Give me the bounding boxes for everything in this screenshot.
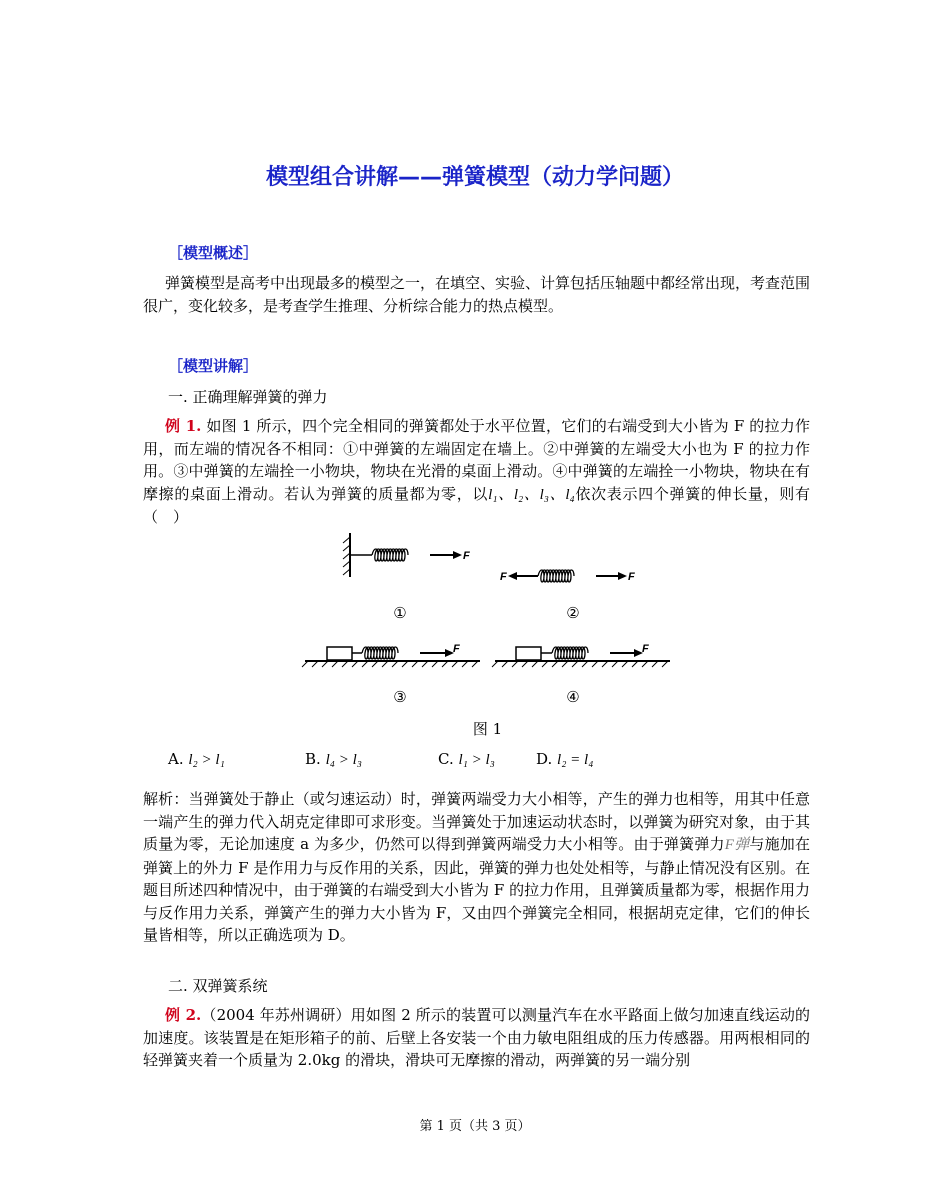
subsection-2-title: 二. 双弹簧系统 xyxy=(168,977,268,995)
figure-label-1: ① xyxy=(393,605,407,622)
example-1-text-b: 依次表示四个弹簧的伸长量，则有（ ） xyxy=(143,484,810,526)
option-d-expr: l₂ = l₄ xyxy=(557,752,594,768)
spring-force-symbol: F弹 xyxy=(724,837,750,853)
spring-1 xyxy=(372,549,408,561)
option-d-letter: D. xyxy=(536,750,553,768)
example-1-vars: l₁、l₂、l₃、l₄ xyxy=(488,486,575,503)
page-footer: 第 1 页（共 3 页） xyxy=(419,1119,531,1134)
option-b-expr: l₄ > l₃ xyxy=(325,752,362,768)
example-1-label: 例 1. xyxy=(165,417,202,435)
option-c xyxy=(438,750,495,769)
example-2-paragraph xyxy=(143,1004,810,1072)
option-b xyxy=(305,750,362,769)
example-1-paragraph xyxy=(143,415,810,529)
option-a-letter: A. xyxy=(168,750,184,768)
overview-heading: ［模型概述］ xyxy=(168,244,259,262)
spring-3 xyxy=(362,647,398,659)
diagram-1-wall-spring xyxy=(343,533,470,577)
option-c-expr: l₁ > l₃ xyxy=(458,752,495,768)
force-label-1: F xyxy=(463,550,470,562)
example-2-label: 例 2. xyxy=(165,1006,202,1024)
spring-4 xyxy=(552,647,588,659)
force-label-2a: F xyxy=(500,571,507,583)
figure-caption: 图 1 xyxy=(472,720,503,738)
option-b-letter: B. xyxy=(305,750,321,768)
analysis-text-a: 解析：当弹簧处于静止（或匀速运动）时，弹簧两端受力大小相等，产生的弹力也相等，用其中任意一端产生的弹力代入胡克定律即可求形变。当弹簧处于加速运动状态时，以弹簧为研究对象，由于其质量为零，无论加速度 a 为多少，仍然可以得到弹簧两端受力大小相等。由于弹簧弹力 xyxy=(143,790,810,853)
figure-label-2: ② xyxy=(566,605,580,622)
analysis-text-b: 与施加在弹簧上的外力 F 是作用力与反作用的关系，因此，弹簧的弹力也处处相等，与静止情况没有区别。在题目所述四种情况中，由于弹簧的右端受到大小皆为 F 的拉力作用，且弹簧质量都为零，根据作用力与反作用力关系，弹簧产生的弹力大小皆为 F，又由四个弹簧完全相同，根据胡克定律，它们的伸长量皆相等，所以正确选项为 D。 xyxy=(143,835,810,944)
page-title: 模型组合讲解——弹簧模型（动力学问题） xyxy=(265,165,684,190)
spring-2 xyxy=(538,570,574,582)
explain-heading: ［模型讲解］ xyxy=(168,357,259,375)
option-c-letter: C. xyxy=(438,750,454,768)
force-label-3: F xyxy=(453,643,460,655)
diagram-3-smooth-table xyxy=(302,643,480,667)
diagram-4-rough-table xyxy=(492,643,670,667)
subsection-1-title: 一. 正确理解弹簧的弹力 xyxy=(168,388,328,406)
figure-label-4: ④ xyxy=(566,689,580,706)
example-1-text-a: 如图 1 所示，四个完全相同的弹簧都处于水平位置，它们的右端受到大小皆为 F 的拉力作用，而左端的情况各不相同：①中弹簧的左端固定在墙上。②中弹簧的左端受大小也为 F 的拉力作用。③中弹簧的左端拴一小物块，物块在光滑的桌面上滑动。④中弹簧的左端拴一小物块，物块在有摩擦的桌面上滑动。若认为弹簧的质量都为零，以 xyxy=(143,417,810,503)
option-a xyxy=(168,750,225,769)
example-2-text: （2004 年苏州调研）用如图 2 所示的装置可以测量汽车在水平路面上做匀加速直线运动的加速度。该装置是在矩形箱子的前、后壁上各安装一个由力敏电阻组成的压力传感器。用两根相同的轻弹簧夹着一个质量为 2.0kg 的滑块，滑块可无摩擦的滑动，两弹簧的另一端分别 xyxy=(143,1006,810,1069)
figure-1 xyxy=(290,525,690,710)
diagram-2-two-forces xyxy=(500,570,635,583)
force-label-2b: F xyxy=(628,571,635,583)
force-label-4: F xyxy=(642,643,649,655)
analysis-paragraph xyxy=(143,788,810,947)
figure-label-3: ③ xyxy=(393,689,407,706)
overview-paragraph: 弹簧模型是高考中出现最多的模型之一，在填空、实验、计算包括压轴题中都经常出现，考查范围很广，变化较多，是考查学生推理、分析综合能力的热点模型。 xyxy=(143,274,811,315)
option-a-expr: l₂ > l₁ xyxy=(188,752,225,768)
option-d xyxy=(536,750,593,769)
